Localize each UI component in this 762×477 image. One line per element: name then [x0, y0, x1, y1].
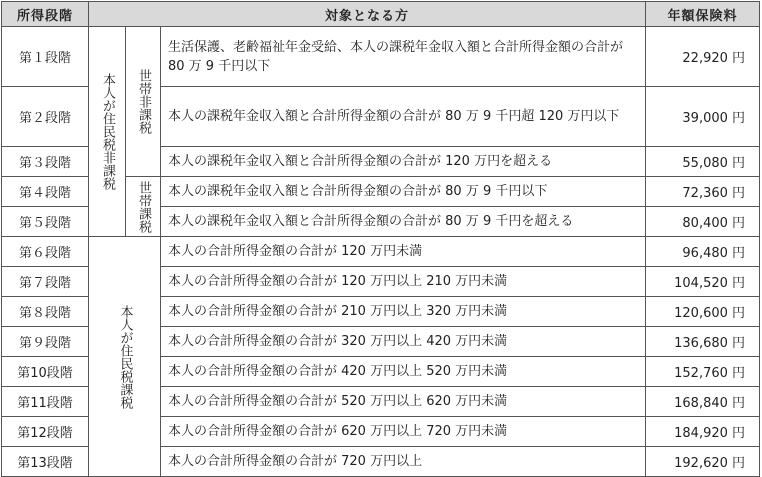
- header-stage: 所得段階: [2, 2, 89, 27]
- table-row: [2, 237, 760, 267]
- target-cell: 本人の合計所得金額の合計が 120 万円以上 210 万円未満: [161, 267, 646, 297]
- header-target: 対象となる方: [89, 2, 646, 27]
- stage-cell: 第５段階: [2, 207, 89, 237]
- stage-cell: 第９段階: [2, 327, 89, 357]
- premium-cell: 96,480 円: [646, 237, 760, 267]
- group-taxable-self: 本人が住民税課税: [89, 237, 161, 477]
- premium-cell: 72,360 円: [646, 177, 760, 207]
- table-row: [2, 27, 760, 87]
- target-cell: 本人の課税年金収入額と合計所得金額の合計が 120 万円を超える: [161, 147, 646, 177]
- group-household-non-taxable: 世帯非課税: [126, 27, 161, 177]
- premium-cell: 39,000 円: [646, 87, 760, 147]
- group-household-taxable: 世帯課税: [126, 177, 161, 237]
- stage-cell: 第11段階: [2, 387, 89, 417]
- target-cell: 本人の合計所得金額の合計が 620 万円以上 720 万円未満: [161, 417, 646, 447]
- premium-cell: 152,760 円: [646, 357, 760, 387]
- stage-cell: 第２段階: [2, 87, 89, 147]
- target-cell: 本人の合計所得金額の合計が 420 万円以上 520 万円未満: [161, 357, 646, 387]
- table-header-row: [2, 2, 760, 27]
- stage-cell: 第８段階: [2, 297, 89, 327]
- premium-cell: 22,920 円: [646, 27, 760, 87]
- stage-cell: 第４段階: [2, 177, 89, 207]
- stage-cell: 第13段階: [2, 447, 89, 477]
- target-cell: 本人の合計所得金額の合計が 320 万円以上 420 万円未満: [161, 327, 646, 357]
- stage-cell: 第３段階: [2, 147, 89, 177]
- premium-cell: 104,520 円: [646, 267, 760, 297]
- stage-cell: 第12段階: [2, 417, 89, 447]
- target-cell: 本人の合計所得金額の合計が 520 万円以上 620 万円未満: [161, 387, 646, 417]
- premium-cell: 80,400 円: [646, 207, 760, 237]
- header-premium: 年額保険料: [646, 2, 760, 27]
- premium-cell: 192,620 円: [646, 447, 760, 477]
- target-cell: 本人の課税年金収入額と合計所得金額の合計が 80 万 9 千円以下: [161, 177, 646, 207]
- target-cell: 本人の合計所得金額の合計が 210 万円以上 320 万円未満: [161, 297, 646, 327]
- group-non-taxable-self: 本人が住民税非課税: [89, 27, 126, 237]
- premium-cell: 168,840 円: [646, 387, 760, 417]
- premium-cell: 55,080 円: [646, 147, 760, 177]
- premium-table: [1, 1, 760, 477]
- premium-cell: 120,600 円: [646, 297, 760, 327]
- stage-cell: 第６段階: [2, 237, 89, 267]
- target-cell: 生活保護、老齢福祉年金受給、本人の課税年金収入額と合計所得金額の合計が 80 万 9 千円以下: [161, 27, 646, 87]
- target-cell: 本人の合計所得金額の合計が 720 万円以上: [161, 447, 646, 477]
- stage-cell: 第10段階: [2, 357, 89, 387]
- stage-cell: 第１段階: [2, 27, 89, 87]
- premium-cell: 136,680 円: [646, 327, 760, 357]
- target-cell: 本人の合計所得金額の合計が 120 万円未満: [161, 237, 646, 267]
- target-cell: 本人の課税年金収入額と合計所得金額の合計が 80 万 9 千円を超える: [161, 207, 646, 237]
- target-cell: 本人の課税年金収入額と合計所得金額の合計が 80 万 9 千円超 120 万円以下: [161, 87, 646, 147]
- stage-cell: 第７段階: [2, 267, 89, 297]
- premium-cell: 184,920 円: [646, 417, 760, 447]
